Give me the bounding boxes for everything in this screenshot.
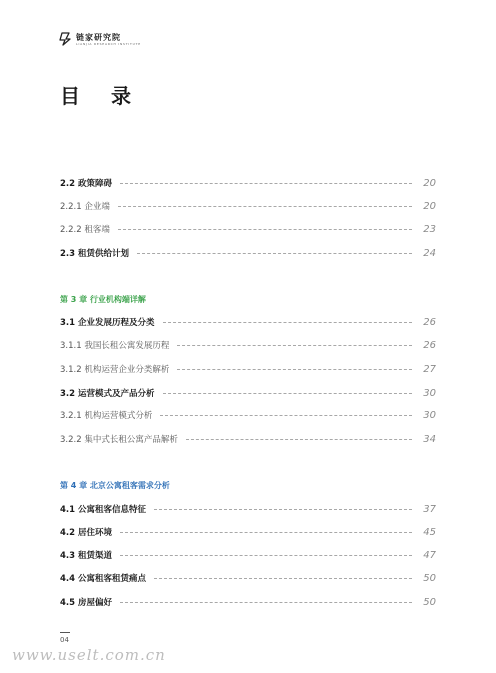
toc-leader-line: [120, 532, 412, 533]
toc-entry-label: 4.5 房屋偏好: [60, 598, 113, 608]
toc-page-number: 27: [423, 363, 436, 375]
toc-page-number: 24: [423, 247, 436, 259]
toc-entry[interactable]: [60, 502, 436, 516]
toc-page-number: 30: [423, 387, 436, 399]
watermark: www.uselt.com.cn: [12, 646, 166, 664]
toc-entry-label: 4.2 居住环境: [60, 528, 113, 538]
toc-entry-label: 3.2.1 机构运营模式分析: [60, 411, 153, 421]
toc-leader-line: [120, 555, 412, 556]
toc-leader-line: [118, 206, 412, 207]
toc-entry-label: 3.1.2 机构运营企业分类解析: [60, 365, 170, 375]
toc-page-number: 30: [423, 409, 436, 421]
toc-page-number: 26: [423, 339, 436, 351]
toc-entry[interactable]: [60, 432, 436, 446]
toc-entry[interactable]: [60, 362, 436, 376]
toc-page-number: 45: [423, 526, 436, 538]
toc-entry-label: 第 3 章 行业机构端详解: [60, 294, 146, 304]
toc-entry[interactable]: [60, 246, 436, 260]
toc-leader-line: [118, 229, 412, 230]
toc-entry[interactable]: [60, 176, 436, 190]
toc-entry[interactable]: [60, 525, 436, 539]
toc-page-number: 23: [423, 223, 436, 235]
toc-leader-line: [186, 439, 412, 440]
toc-page-number: 34: [423, 433, 436, 445]
toc-leader-line: [177, 345, 412, 346]
toc-entry-label: 3.1.1 我国长租公寓发展历程: [60, 341, 170, 351]
toc-entry[interactable]: [60, 386, 436, 400]
toc-page-number: 20: [423, 200, 436, 212]
toc-page-number: 50: [423, 596, 436, 608]
toc-chapter-heading: [60, 292, 436, 306]
toc-entry[interactable]: [60, 408, 436, 422]
toc-entry[interactable]: [60, 548, 436, 562]
toc-leader-line: [160, 415, 412, 416]
toc-leader-line: [120, 183, 412, 184]
toc-leader-line: [154, 509, 412, 510]
toc-entry[interactable]: [60, 338, 436, 352]
toc-entry-label: 4.1 公寓租客信息特征: [60, 505, 147, 515]
toc-page-number: 26: [423, 316, 436, 328]
toc-page-number: 50: [423, 572, 436, 584]
toc-leader-line: [163, 322, 412, 323]
toc-entry[interactable]: [60, 199, 436, 213]
toc-leader-line: [163, 393, 412, 394]
toc-leader-line: [120, 602, 412, 603]
toc-entry-label: 3.2.2 集中式长租公寓产品解析: [60, 435, 178, 445]
toc-entry[interactable]: [60, 315, 436, 329]
page-number: 04: [60, 636, 69, 644]
footer-divider: [60, 632, 70, 633]
toc-page-number: 37: [423, 503, 436, 515]
toc-entry-label: 第 4 章 北京公寓租客需求分析: [60, 480, 170, 490]
page-title: 目 录: [60, 84, 143, 108]
toc-entry-label: 2.3 租赁供给计划: [60, 249, 130, 259]
toc-leader-line: [177, 369, 412, 370]
toc-entry[interactable]: [60, 595, 436, 609]
toc-chapter-heading: [60, 478, 436, 492]
toc-leader-line: [137, 253, 412, 254]
brand-name: 链家研究院: [76, 32, 121, 42]
toc-entry-label: 4.4 公寓租客租赁痛点: [60, 574, 147, 584]
toc-entry[interactable]: [60, 571, 436, 585]
toc-entry-label: 3.2 运营模式及产品分析: [60, 389, 155, 399]
brand-logo: [58, 32, 141, 46]
toc-entry-label: 3.1 企业发展历程及分类: [60, 318, 155, 328]
toc-entry-label: 2.2.2 租客端: [60, 225, 110, 235]
toc-leader-line: [154, 578, 412, 579]
toc-page-number: 47: [423, 549, 436, 561]
toc-entry-label: 2.2 政策障碍: [60, 179, 113, 189]
toc-entry-label: 4.3 租赁渠道: [60, 551, 113, 561]
lianjia-logo-icon: [58, 32, 72, 46]
brand-subtitle: LIANJIA RESEARCH INSTITUTE: [76, 41, 142, 46]
toc-entry-label: 2.2.1 企业端: [60, 202, 110, 212]
toc-entry[interactable]: [60, 222, 436, 236]
toc-page-number: 20: [423, 177, 436, 189]
